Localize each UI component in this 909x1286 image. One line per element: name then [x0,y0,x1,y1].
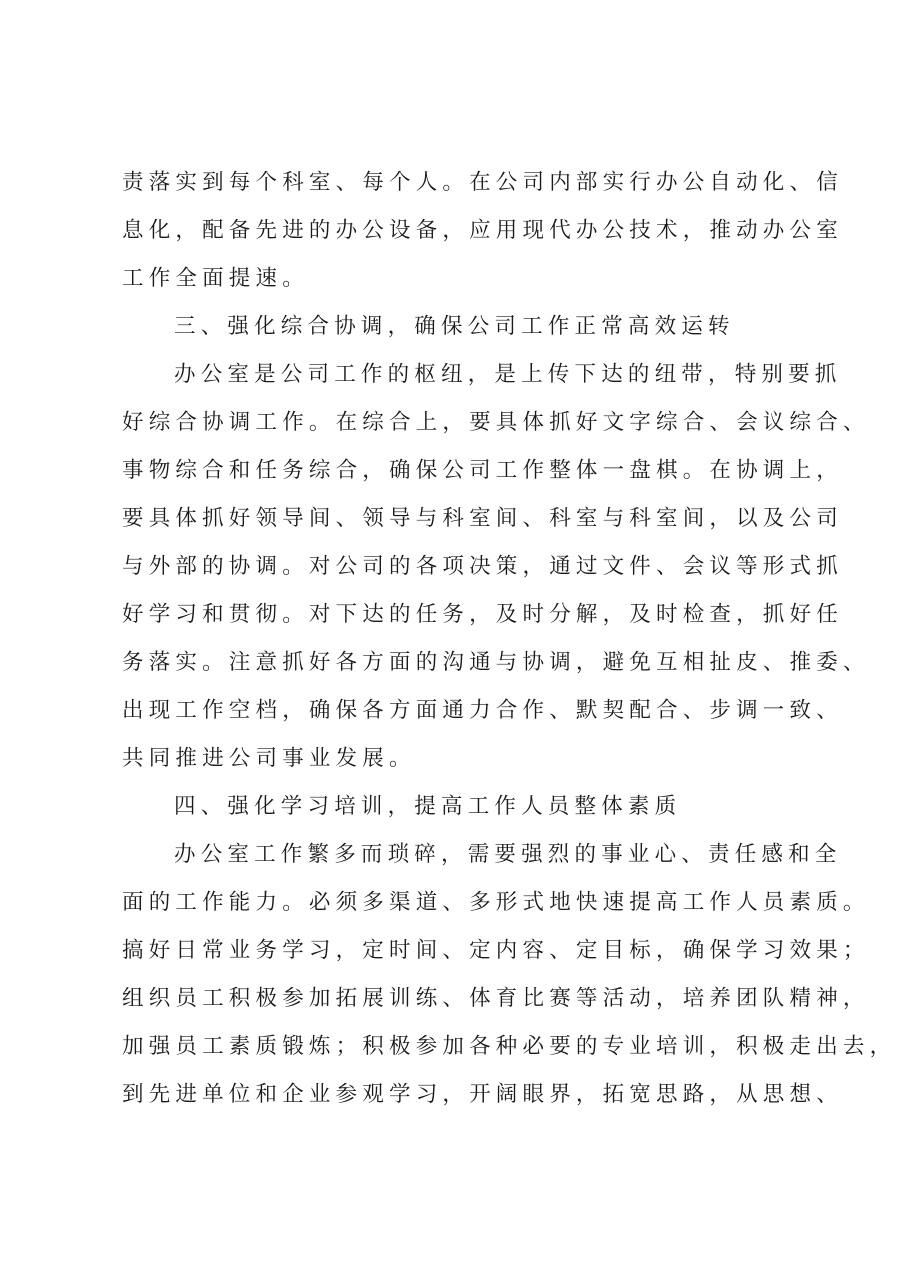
section-heading: 四、强化学习培训，提高工作人员整体素质 [174,794,682,819]
text-line: 息化，配备先进的办公设备，应用现代办公技术，推动办公室 [122,218,843,243]
text-line: 要具体抓好领导间、领导与科室间、科室与科室间，以及公司 [122,506,843,531]
text-line: 事物综合和任务综合，确保公司工作整体一盘棋。在协调上， [122,458,843,483]
text-line: 好综合协调工作。在综合上，要具体抓好文字综合、会议综合、 [122,410,870,435]
section-heading: 三、强化综合协调，确保公司工作正常高效运转 [174,314,735,339]
text-line: 共同推进公司事业发展。 [122,746,416,771]
text-line: 出现工作空档，确保各方面通力合作、默契配合、步调一致、 [122,698,843,723]
text-line: 与外部的协调。对公司的各项决策，通过文件、会议等形式抓 [122,554,843,579]
text-line: 搞好日常业务学习，定时间、定内容、定目标，确保学习效果； [122,938,870,963]
paragraph-start: 办公室工作繁多而琐碎，需要强烈的事业心、责任感和全 [174,842,842,867]
text-line: 到先进单位和企业参观学习，开阔眼界，拓宽思路，从思想、 [122,1082,843,1107]
text-line: 面的工作能力。必须多渠道、多形式地快速提高工作人员素质。 [122,890,870,915]
text-line: 责落实到每个科室、每个人。在公司内部实行办公自动化、信 [122,170,843,195]
text-line: 工作全面提速。 [122,266,309,291]
text-line: 加强员工素质锻炼；积极参加各种必要的专业培训，积极走出去， [122,1034,897,1059]
text-line: 组织员工积极参加拓展训练、体育比赛等活动，培养团队精神， [122,986,870,1011]
text-line: 好学习和贯彻。对下达的任务，及时分解，及时检查，抓好任 [122,602,843,627]
paragraph-start: 办公室是公司工作的枢纽，是上传下达的纽带，特别要抓 [174,362,842,387]
text-line: 务落实。注意抓好各方面的沟通与协调，避免互相扯皮、推委、 [122,650,870,675]
